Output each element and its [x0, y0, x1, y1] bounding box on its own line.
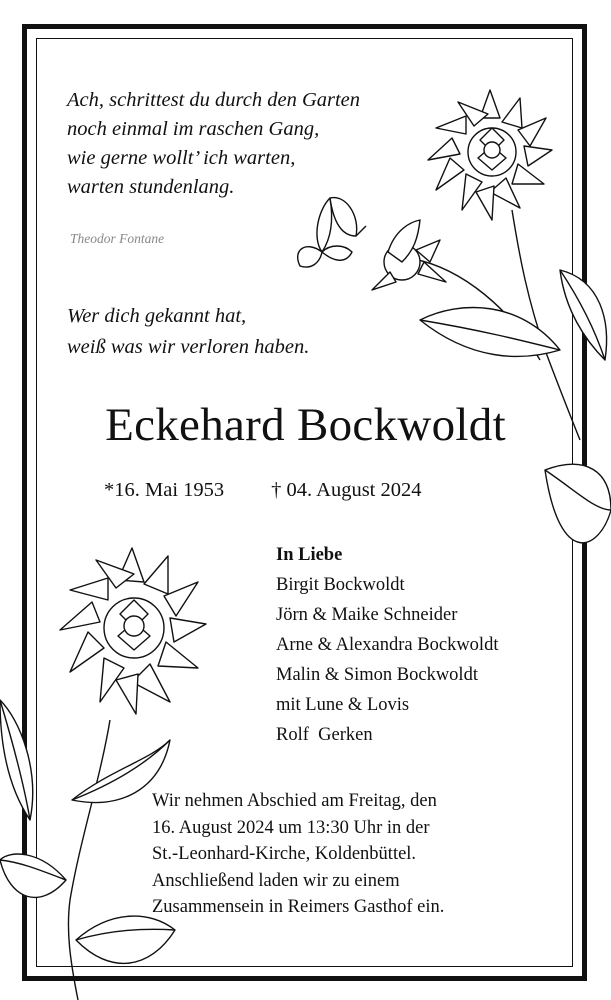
notice-line: Wir nehmen Abschied am Freitag, den — [152, 791, 437, 811]
poem-line: Ach, schrittest du durch den Garten — [67, 89, 361, 111]
family-list — [276, 540, 498, 750]
poem-line: wie gerne wollt’ ich warten, — [67, 147, 296, 169]
notice-line: Zusammensein in Reimers Gasthof ein. — [152, 897, 445, 917]
family-member: Malin & Simon Bockwoldt — [276, 665, 478, 685]
notice-line: St.-Leonhard-Kirche, Koldenbüttel. — [152, 844, 417, 864]
family-member: mit Lune & Lovis — [276, 695, 410, 715]
butterfly-icon — [298, 198, 366, 268]
poem-line: noch einmal im raschen Gang, — [67, 118, 320, 140]
poem-verse — [67, 86, 360, 202]
family-header: In Liebe — [276, 545, 343, 565]
leaf-icon — [420, 308, 560, 357]
quote-line: weiß was wir verloren haben. — [67, 336, 310, 358]
birth-date: *16. Mai 1953 — [104, 479, 225, 501]
family-member: Jörn & Maike Schneider — [276, 605, 458, 625]
dahlia-flower-bottom-left-icon — [60, 548, 206, 714]
poem-line: warten stundenlang. — [67, 176, 235, 198]
notice-line: 16. August 2024 um 13:30 Uhr in der — [152, 817, 430, 838]
family-member: Arne & Alexandra Bockwoldt — [276, 635, 499, 655]
family-member: Rolf Gerken — [276, 725, 373, 745]
flower-bud-icon — [372, 220, 446, 290]
funeral-notice — [152, 788, 444, 921]
dahlia-flower-top-right-icon — [428, 90, 552, 220]
life-dates — [104, 479, 422, 502]
death-date: † 04. August 2024 — [271, 479, 422, 501]
memorial-quote — [67, 301, 309, 363]
notice-line: Anschließend laden wir zu einem — [152, 870, 400, 891]
poem-author: Theodor Fontane — [70, 231, 165, 246]
family-member: Birgit Bockwoldt — [276, 575, 405, 595]
leaf-icon — [76, 916, 175, 963]
deceased-name: Eckehard Bockwoldt — [105, 399, 506, 451]
quote-line: Wer dich gekannt hat, — [67, 305, 247, 327]
